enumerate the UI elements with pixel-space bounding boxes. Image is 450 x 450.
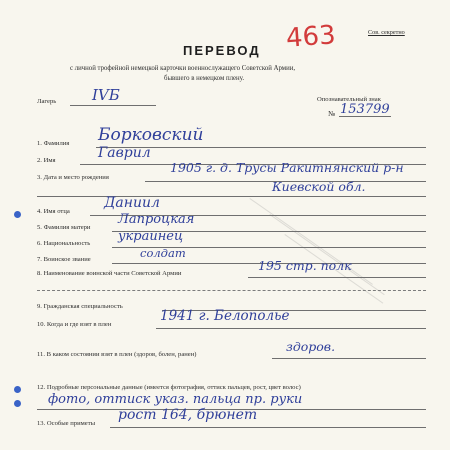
field-label-2: 2. Имя <box>37 157 56 164</box>
field-value-captured: 1941 г. Белополье <box>160 308 290 324</box>
camp-label: Лагерь <box>37 98 57 105</box>
field-underline-3b <box>37 196 426 197</box>
field-value-personal: фото, оттиск указ. пальца пр. руки <box>48 392 303 407</box>
field-label-7: 7. Воинское звание <box>37 256 91 263</box>
field-value-unit: 195 стр. полк <box>258 258 352 273</box>
blue-check-mark <box>14 400 21 407</box>
field-label-8: 8. Наименование воинской части Советской Армии <box>37 270 182 277</box>
field-label-9: 9. Гражданская специальность <box>37 303 123 310</box>
blue-check-mark <box>14 211 21 218</box>
id-mark-value: 153799 <box>340 102 390 117</box>
field-value-name: Гаврил <box>98 145 151 161</box>
field-label-3: 3. Дата и место рождения <box>37 174 109 181</box>
field-label-11: 11. В каком состоянии взят в плен (здоров, болен, ранен) <box>37 351 197 358</box>
bleed-through-line <box>269 214 384 295</box>
blue-check-mark <box>14 386 21 393</box>
field-value-nationality: украинец <box>118 229 184 244</box>
field-value-father: Даниил <box>104 195 160 211</box>
subtitle-line-1: с личной трофейной немецкой карточки военнослужащего Советской Армии, <box>70 65 296 72</box>
field-value-surname: Борковский <box>98 125 204 145</box>
field-label-13: 13. Особые приметы <box>37 420 96 427</box>
field-underline-13 <box>110 427 426 428</box>
field-underline-8 <box>248 277 426 278</box>
field-value-mother: Лапроцкая <box>118 212 195 227</box>
field-underline-11 <box>272 358 426 359</box>
field-value-birth: 1905 г. д. Трусы Ракитнянский р-н <box>170 160 404 175</box>
handwritten-number: 463 <box>285 20 337 54</box>
id-mark-prefix: № <box>328 109 336 118</box>
field-value-birth-line2: Киевской обл. <box>272 179 366 194</box>
separator-line <box>37 290 426 291</box>
classification-label: Сов. секретно <box>368 29 405 36</box>
field-label-5: 5. Фамилия матери <box>37 224 91 231</box>
camp-value: IVБ <box>92 86 120 104</box>
field-label-1: 1. Фамилия <box>37 140 70 147</box>
field-value-rank: солдат <box>140 246 186 260</box>
id-mark-label: Опознавательный знак <box>317 96 381 103</box>
subtitle-line-2: бывшего в немецком плену. <box>164 75 245 82</box>
field-label-6: 6. Национальность <box>37 240 91 247</box>
field-underline-10 <box>156 328 426 329</box>
field-label-10: 10. Когда и где взят в плен <box>37 321 112 328</box>
camp-underline <box>70 105 156 106</box>
field-value-marks: рост 164, брюнет <box>118 407 258 423</box>
page-title: ПЕРЕВОД <box>183 43 261 58</box>
field-value-condition: здоров. <box>286 339 336 354</box>
field-label-4: 4. Имя отца <box>37 208 70 215</box>
field-label-12: 12. Подробные персональные данные (имеется фотография, оттиск пальцев, рост, цвет волос) <box>37 384 301 391</box>
